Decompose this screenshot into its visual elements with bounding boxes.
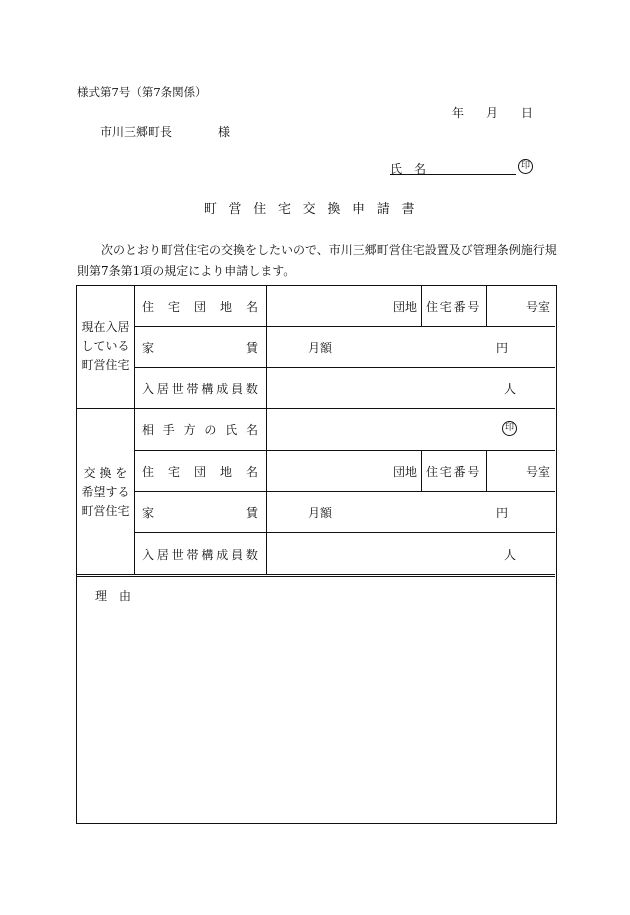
current-room-suffix: 号室	[526, 300, 551, 314]
current-rent-label: 家 賃	[142, 341, 258, 355]
desired-yen-suffix: 円	[496, 506, 509, 520]
partner-name-label: 相 手 方 の 氏 名	[142, 423, 258, 437]
date-year-label: 年	[452, 106, 465, 120]
current-monthly-label: 月額	[308, 341, 333, 355]
form-number: 様式第7号（第7条関係）	[77, 85, 207, 99]
reason-label: 理 由	[95, 589, 132, 603]
addressee	[100, 123, 230, 140]
applicant-name-field[interactable]	[390, 174, 516, 175]
desired-members-label: 入 居 世 帯 構 成 員 数	[142, 548, 258, 562]
current-house-number-label: 住宅番号	[426, 300, 482, 314]
current-danchi-suffix: 団地	[393, 300, 418, 314]
current-members-label: 入 居 世 帯 構 成 員 数	[142, 382, 258, 396]
desired-danchi-suffix: 団地	[393, 465, 418, 479]
addressee-honorific: 様	[218, 125, 231, 139]
current-housing-group-label: 現在入居 している 町営住宅	[81, 320, 130, 372]
reason-field[interactable]	[77, 578, 554, 821]
date-month-label: 月	[486, 106, 499, 120]
desired-house-number-label: 住宅番号	[426, 465, 482, 479]
desired-room-suffix: 号室	[526, 465, 551, 479]
seal-icon: 印	[518, 159, 533, 174]
current-location-label: 住 宅 団 地 名	[142, 300, 258, 314]
current-persons-suffix: 人	[504, 382, 517, 396]
body-text: 次のとおり町営住宅の交換をしたいので、市川三郷町営住宅設置及び管理条例施行規則第7条第1項の規定により申請します。	[77, 243, 557, 278]
desired-housing-group-label: 交 換 を 希望する 町営住宅	[81, 466, 130, 518]
date-day-label: 日	[521, 106, 534, 120]
addressee-name: 市川三郷町長	[100, 125, 173, 139]
applicant-name-label: 氏 名	[390, 162, 427, 176]
desired-rent-label: 家 賃	[142, 506, 258, 520]
document-title: 町営住宅交換申請書	[203, 202, 427, 217]
current-yen-suffix: 円	[496, 341, 509, 355]
desired-monthly-label: 月額	[308, 506, 333, 520]
desired-persons-suffix: 人	[504, 548, 517, 562]
desired-location-label: 住 宅 団 地 名	[142, 465, 258, 479]
partner-seal-icon: 印	[502, 421, 517, 436]
